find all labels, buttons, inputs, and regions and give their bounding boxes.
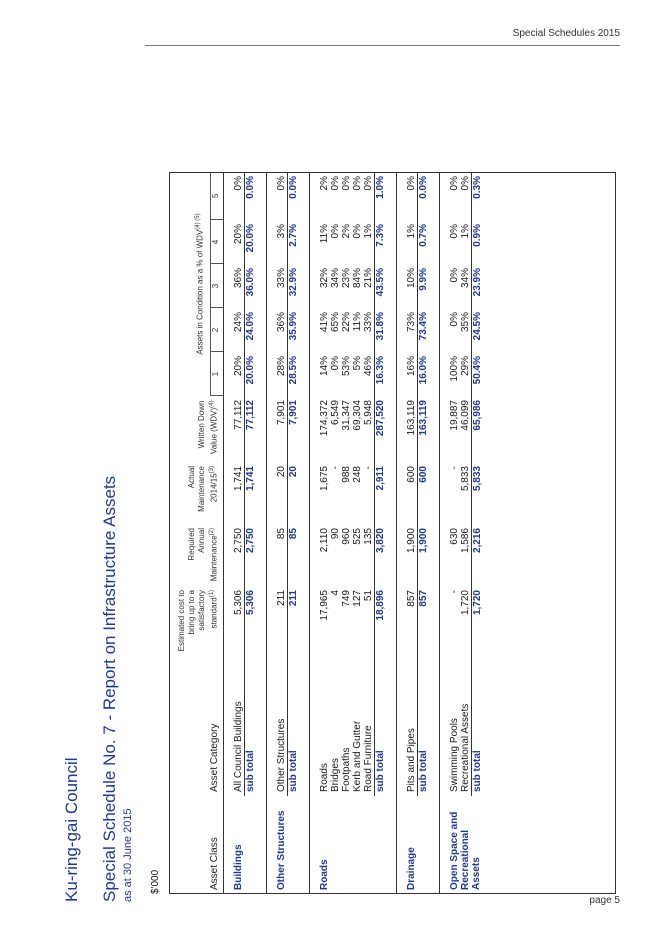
- condition-1-percent: 16.0%: [417, 352, 429, 396]
- table-row: [406, 172, 418, 894]
- group-spacer: [223, 172, 233, 894]
- condition-2-percent: 11%: [351, 312, 363, 332]
- condition-3-percent: 32.9%: [287, 264, 299, 308]
- condition-4-percent: 0.7%: [417, 220, 429, 264]
- condition-4-percent: 0.9%: [471, 220, 483, 264]
- value-req: 1,586: [459, 528, 471, 554]
- condition-3-percent: 10%: [405, 268, 417, 289]
- group-separator-cell: [483, 172, 493, 894]
- value-req: 135: [362, 528, 374, 545]
- table-row: [330, 172, 341, 894]
- condition-1-percent: 16%: [405, 356, 417, 377]
- value-est: 857: [417, 586, 429, 656]
- group-spacer: [439, 172, 449, 894]
- table-body: [223, 172, 493, 894]
- condition-1-percent: 50.4%: [471, 352, 483, 396]
- condition-4-percent: 3%: [275, 224, 287, 239]
- asset-category: sub total: [471, 656, 483, 796]
- condition-5-percent: 0%: [351, 176, 363, 191]
- value-est: 211: [287, 586, 299, 656]
- rotated-schedule: [52, 132, 632, 902]
- value-act: 1,675: [318, 466, 330, 492]
- condition-4-percent: 1%: [362, 224, 374, 239]
- table-row: [233, 172, 245, 894]
- value-est: 211: [275, 590, 287, 606]
- value-act: 600: [417, 462, 429, 524]
- group-separator: [483, 172, 493, 894]
- value-est: 749: [340, 590, 352, 607]
- table-row: [341, 172, 352, 894]
- asset-category: sub total: [287, 656, 299, 796]
- condition-5-percent: 0%: [362, 176, 374, 191]
- group-spacer-cell: [439, 172, 449, 894]
- condition-1-percent: 20%: [232, 356, 244, 377]
- value-act: 988: [340, 466, 352, 483]
- condition-1-percent: 100%: [448, 356, 460, 382]
- condition-3-percent: 34%: [329, 268, 341, 289]
- condition-4-percent: 1%: [405, 224, 417, 239]
- condition-2-percent: 0%: [448, 312, 460, 327]
- group-separator-cell: [429, 172, 440, 894]
- condition-2-percent: 31.8%: [374, 308, 386, 352]
- condition-1-percent: 29%: [459, 356, 471, 377]
- condition-5-percent: 0%: [329, 176, 341, 191]
- asset-category: sub total: [417, 656, 429, 796]
- col-asset-class: Asset Class: [208, 837, 220, 890]
- header-rule: [145, 45, 620, 46]
- value-est: 18,896: [374, 586, 386, 656]
- condition-3-percent: 23.9%: [471, 264, 483, 308]
- group-spacer: [396, 172, 406, 894]
- value-act: -: [329, 466, 341, 470]
- col-condition-group: Assets in Condition as a % of WDV: [195, 229, 205, 355]
- value-est: -: [448, 590, 460, 594]
- asset-category: Footpaths: [340, 747, 352, 792]
- value-act: -: [448, 466, 460, 470]
- condition-3-percent: 23%: [340, 268, 352, 289]
- group-spacer-cell: [396, 172, 406, 894]
- condition-2-percent: 24.0%: [244, 308, 256, 352]
- value-wdv: 7,901: [275, 400, 287, 426]
- value-req: 960: [340, 528, 352, 545]
- condition-4-percent: 1%: [459, 224, 471, 239]
- condition-3-percent: 0%: [448, 268, 460, 283]
- value-est: 1,720: [459, 590, 471, 616]
- col-condition-note: (4) (5): [195, 213, 201, 230]
- condition-1-percent: 16.3%: [374, 352, 386, 396]
- condition-2-percent: 24%: [232, 312, 244, 333]
- value-act: 20: [275, 466, 287, 478]
- value-wdv: 46,099: [459, 400, 471, 431]
- value-req: 525: [351, 528, 363, 545]
- asset-class: Other Structures: [275, 810, 287, 890]
- group-spacer-cell: [309, 172, 319, 894]
- condition-1-percent: 28%: [275, 356, 287, 377]
- value-est: 51: [362, 590, 374, 602]
- subtotal-row: [244, 172, 256, 894]
- group-spacer: [309, 172, 319, 894]
- group-spacer: [266, 172, 276, 894]
- condition-1-percent: 0%: [329, 356, 341, 371]
- group-separator-cell: [299, 172, 310, 894]
- condition-5-percent: 0%: [459, 176, 471, 191]
- asset-category: Pits and Pipes: [405, 728, 417, 792]
- value-wdv: 287,520: [374, 396, 386, 462]
- value-req: 1,900: [417, 524, 429, 586]
- col-wdv-note: (4): [209, 400, 215, 408]
- asset-category: Roads: [318, 763, 330, 792]
- table-row: [460, 172, 472, 894]
- asset-class: Open Space and Recreational Assets: [448, 811, 482, 890]
- condition-4-percent: 11%: [318, 224, 330, 244]
- organisation-name: Ku-ring-gai Council: [62, 757, 81, 902]
- group-separator: [256, 172, 267, 894]
- value-est: 857: [405, 590, 417, 607]
- value-req: 2,750: [244, 524, 256, 586]
- value-req: 2,110: [318, 528, 330, 553]
- condition-2-percent: 73.4%: [417, 308, 429, 352]
- condition-5-percent: 0%: [275, 176, 287, 191]
- value-req: 2,216: [471, 524, 483, 586]
- value-wdv: 65,986: [471, 396, 483, 462]
- col-condition-3: 3: [210, 264, 223, 308]
- value-req: 85: [275, 528, 287, 540]
- asset-category: Road Furniture: [362, 725, 374, 792]
- col-written-down-value: Written Down Value (WDV): [197, 400, 219, 454]
- condition-4-percent: 2%: [340, 224, 352, 239]
- asset-category: sub total: [374, 656, 386, 796]
- condition-1-percent: 5%: [351, 356, 363, 371]
- col-asset-category: Asset Category: [208, 723, 220, 792]
- condition-1-percent: 46%: [362, 356, 374, 377]
- col-required-note: (2): [209, 528, 215, 536]
- subtotal-row: [374, 172, 386, 894]
- value-est: 127: [351, 590, 363, 607]
- group-separator: [299, 172, 310, 894]
- value-wdv: 163,119: [417, 396, 429, 462]
- asset-category: All Council Buildings: [232, 701, 244, 792]
- infrastructure-table: [169, 172, 493, 894]
- value-act: 5,833: [471, 462, 483, 524]
- asset-category: Bridges: [329, 758, 341, 792]
- value-act: 20: [287, 462, 299, 524]
- asset-category: Other Structures: [275, 718, 287, 792]
- condition-1-percent: 28.5%: [287, 352, 299, 396]
- value-act: 2,911: [374, 462, 386, 524]
- asset-category: Recreational Assets: [459, 703, 471, 792]
- units-label: $'000: [150, 869, 161, 894]
- condition-1-percent: 20.0%: [244, 352, 256, 396]
- condition-5-percent: 1.0%: [374, 172, 386, 220]
- value-wdv: 77,112: [244, 396, 256, 462]
- value-wdv: 31,347: [340, 400, 352, 431]
- value-req: 630: [448, 528, 460, 545]
- value-est: 4: [329, 590, 341, 596]
- condition-4-percent: 2.7%: [287, 220, 299, 264]
- value-act: 248: [351, 466, 363, 483]
- condition-5-percent: 0%: [448, 176, 460, 191]
- condition-4-percent: 0%: [351, 224, 363, 239]
- asset-class: Roads: [318, 859, 330, 890]
- value-wdv: 77,112: [232, 400, 244, 430]
- condition-4-percent: 0%: [329, 224, 341, 239]
- condition-3-percent: 32%: [318, 268, 330, 289]
- condition-4-percent: 20%: [232, 224, 244, 245]
- condition-2-percent: 35%: [459, 312, 471, 333]
- asset-class: Drainage: [405, 847, 417, 890]
- header-right: Special Schedules 2015: [512, 28, 620, 39]
- value-wdv: 7,901: [287, 396, 299, 462]
- value-req: 2,750: [232, 528, 244, 554]
- value-wdv: 174,372: [318, 400, 330, 437]
- value-est: 5,306: [232, 590, 244, 616]
- value-req: 1,900: [405, 528, 417, 554]
- schedule-title: Special Schedule No. 7 - Report on Infrastructure Assets: [100, 475, 119, 902]
- condition-5-percent: 0.0%: [417, 172, 429, 220]
- col-actual-maintenance: Actual Maintenance 2014/15: [187, 466, 219, 512]
- table-row: [352, 172, 363, 894]
- page-number: page 5: [589, 895, 620, 906]
- condition-3-percent: 84%: [351, 268, 363, 289]
- condition-3-percent: 34%: [459, 268, 471, 289]
- condition-5-percent: 2%: [318, 176, 330, 191]
- value-wdv: 163,119: [405, 400, 417, 436]
- value-act: 600: [405, 466, 417, 483]
- table-row: [319, 172, 330, 894]
- value-est: 1,720: [471, 586, 483, 656]
- group-spacer-cell: [266, 172, 276, 894]
- value-req: 90: [329, 528, 341, 540]
- subtotal-row: [287, 172, 299, 894]
- condition-2-percent: 65%: [329, 312, 341, 333]
- col-condition-1: 1: [210, 352, 223, 396]
- subtotal-row: [471, 172, 483, 894]
- col-condition-5: 5: [210, 172, 223, 220]
- condition-2-percent: 35.9%: [287, 308, 299, 352]
- value-est: 17,965: [318, 590, 330, 621]
- value-act: -: [362, 466, 374, 470]
- table-row: [276, 172, 288, 894]
- col-required-maintenance: Required Annual Maintenance: [187, 528, 219, 582]
- value-act: 5,833: [459, 466, 471, 492]
- condition-5-percent: 0%: [232, 176, 244, 191]
- group-separator-cell: [256, 172, 267, 894]
- condition-1-percent: 53%: [340, 356, 352, 377]
- condition-3-percent: 9.9%: [417, 264, 429, 308]
- table-row: [449, 172, 460, 894]
- col-estimated-cost: Estimated cost to bring up to a satisfactory standard: [177, 590, 219, 652]
- value-act: 1,741: [244, 462, 256, 524]
- value-wdv: 6,549: [329, 400, 341, 426]
- condition-3-percent: 21%: [362, 268, 374, 289]
- col-condition-4: 4: [210, 220, 223, 264]
- group-spacer-cell: [223, 172, 233, 894]
- condition-4-percent: 7.3%: [374, 220, 386, 264]
- asset-class: Buildings: [232, 844, 244, 890]
- condition-4-percent: 0%: [448, 224, 460, 239]
- condition-4-percent: 20.0%: [244, 220, 256, 264]
- asset-category: Swimming Pools: [448, 718, 460, 792]
- condition-3-percent: 36.0%: [244, 264, 256, 308]
- group-separator: [429, 172, 440, 894]
- condition-5-percent: 0.0%: [287, 172, 299, 220]
- header-row-1: [169, 172, 210, 894]
- asset-category: Kerb and Gutter: [351, 720, 363, 792]
- value-req: 85: [287, 524, 299, 586]
- col-actual-note: (3): [209, 466, 215, 474]
- value-act: 1,741: [232, 466, 244, 492]
- condition-5-percent: 0.0%: [244, 172, 256, 220]
- col-estimated-cost-note: (1): [209, 590, 215, 598]
- condition-1-percent: 14%: [318, 356, 330, 377]
- group-separator: [386, 172, 397, 894]
- table-row: [363, 172, 375, 894]
- condition-5-percent: 0.3%: [471, 172, 483, 220]
- condition-2-percent: 36%: [275, 312, 287, 333]
- col-condition-2: 2: [210, 308, 223, 352]
- condition-2-percent: 33%: [362, 312, 374, 333]
- condition-3-percent: 43.5%: [374, 264, 386, 308]
- value-wdv: 69,304: [351, 400, 363, 431]
- subtotal-row: [417, 172, 429, 894]
- condition-3-percent: 36%: [232, 268, 244, 289]
- condition-2-percent: 24.5%: [471, 308, 483, 352]
- condition-5-percent: 0%: [340, 176, 352, 191]
- condition-5-percent: 0%: [405, 176, 417, 191]
- condition-2-percent: 73%: [405, 312, 417, 333]
- value-req: 3,820: [374, 524, 386, 586]
- condition-2-percent: 41%: [318, 312, 330, 333]
- condition-2-percent: 22%: [340, 312, 352, 333]
- condition-3-percent: 33%: [275, 268, 287, 289]
- group-separator-cell: [386, 172, 397, 894]
- value-est: 5,306: [244, 586, 256, 656]
- value-wdv: 5,948: [362, 400, 374, 426]
- asset-category: sub total: [244, 656, 256, 796]
- value-wdv: 19,887: [448, 400, 460, 431]
- schedule-date: as at 30 June 2015: [122, 808, 134, 902]
